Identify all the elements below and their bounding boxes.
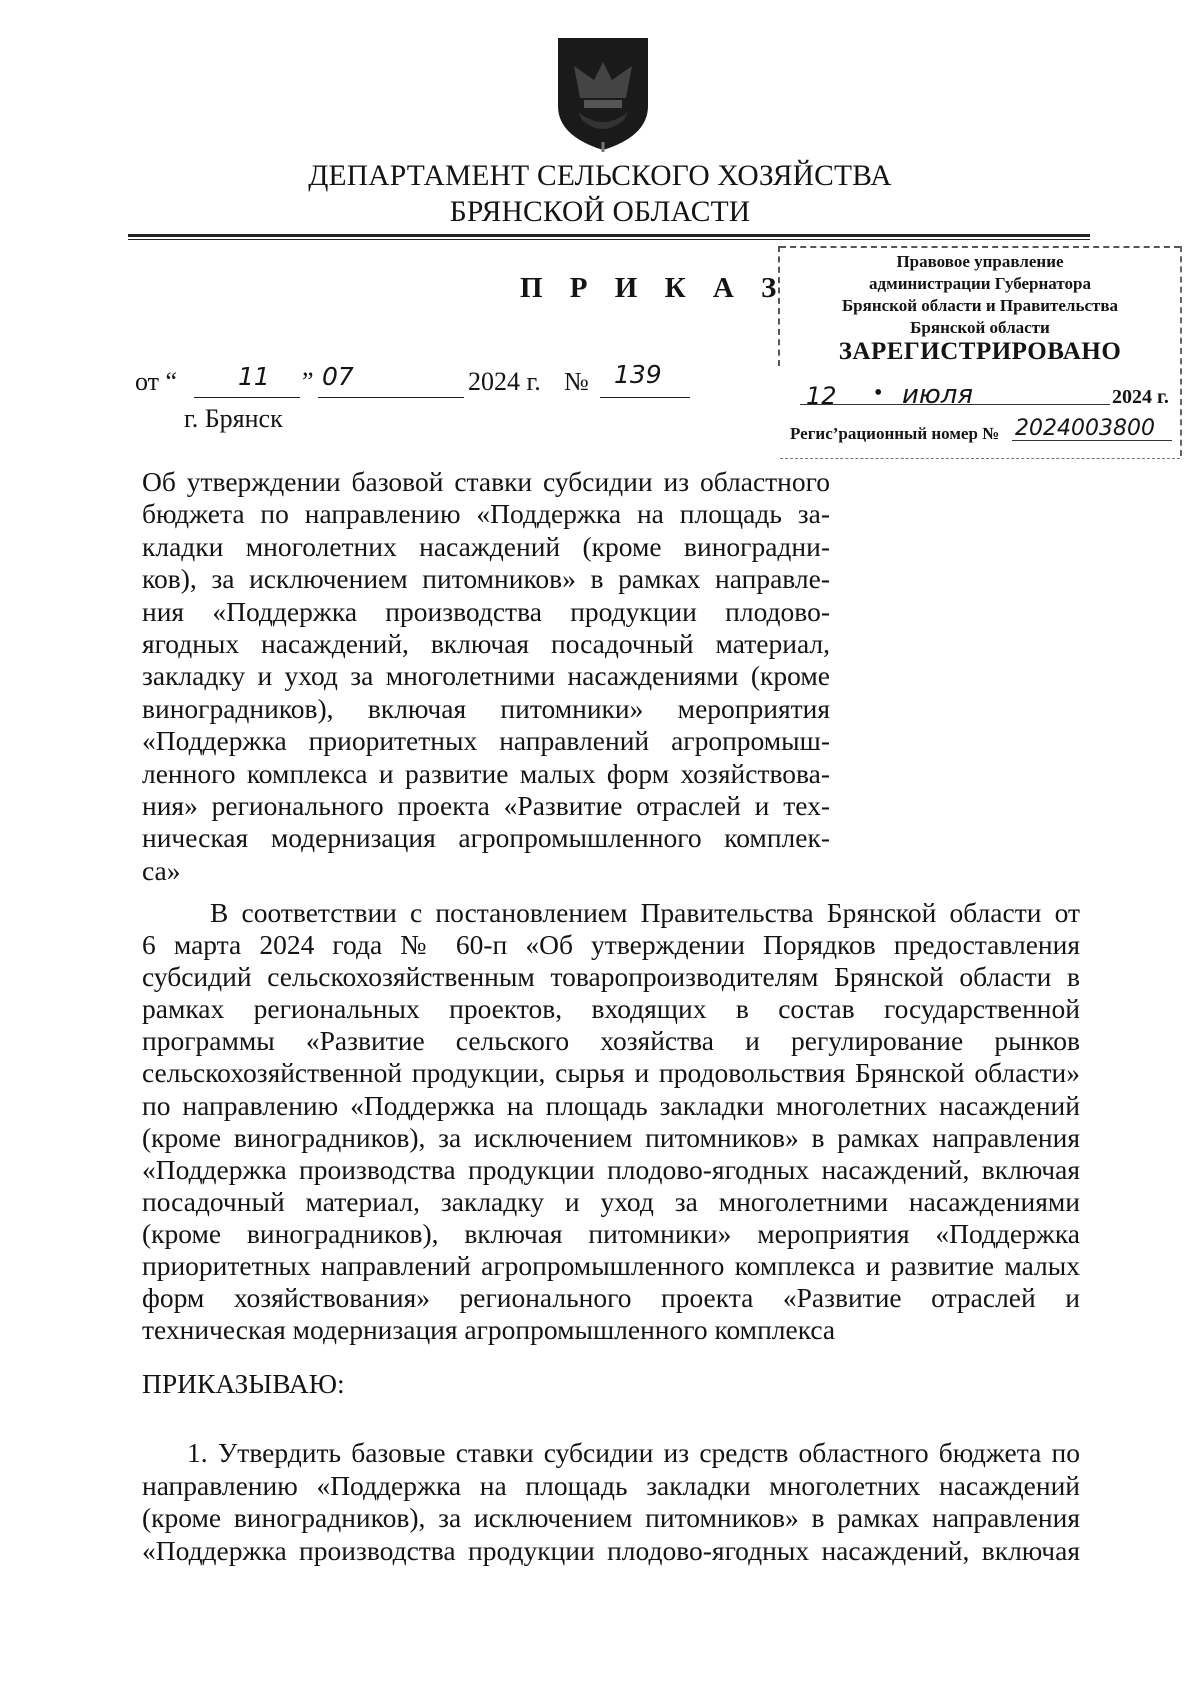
- body-line: рамках региональных проектов, входящих в состав государственной: [142, 993, 1080, 1025]
- stamp-registered-label: ЗАРЕГИСТРИРОВАНО: [838, 338, 1122, 365]
- date-quote-close: ”: [302, 367, 314, 396]
- body-line: форм хозяйствования» регионального проекта «Развитие отраслей и: [142, 1282, 1080, 1314]
- subject-line: Об утверждении базовой ставки субсидии из областного: [142, 466, 830, 497]
- body-line: «Поддержка производства продукции плодово-ягодных насаждений, включая: [142, 1153, 1080, 1185]
- order-number: 139: [614, 360, 662, 389]
- order-date-year: 2024 г.: [468, 367, 541, 396]
- stamp-border-bottom: [780, 458, 1180, 459]
- stamp-date-underline: [800, 404, 1110, 405]
- subject-line: бюджета по направлению «Поддержка на площадь за-: [142, 498, 830, 530]
- date-month-underline: [318, 397, 464, 398]
- body-line: В соответствии с постановлением Правительства Брянской области от: [210, 897, 1080, 928]
- body-line: техническая модернизация агропромышленного комплекса: [142, 1314, 836, 1346]
- subject-line: виноградников), включая питомники» мероприятия: [142, 692, 830, 724]
- stamp-border-right: [1180, 246, 1182, 456]
- subject-line: ния «Поддержка производства продукции плодово-: [142, 595, 830, 627]
- stamp-border-top: [780, 246, 1180, 248]
- subject-line: «Поддержка приоритетных направлений агропромыш-: [142, 725, 830, 757]
- stamp-regnum-underline: [1012, 440, 1172, 441]
- subject-line: ков), за исключением питомников» в рамках направле-: [142, 563, 830, 595]
- body-line: субсидий сельскохозяйственным товаропроизводителям Брянской области в: [142, 961, 1080, 993]
- department-name-line1: ДЕПАРТАМЕНТ СЕЛЬСКОГО ХОЗЯЙСТВА: [308, 160, 892, 192]
- order-date-month: 07: [322, 362, 354, 391]
- stamp-date-separator: •: [874, 380, 883, 406]
- subject-line: кладки многолетних насаждений (кроме виноградни-: [142, 530, 830, 562]
- body-line: посадочный материал, закладку и уход за многолетними насаждениями: [142, 1185, 1080, 1217]
- coat-of-arms-icon: [554, 36, 652, 152]
- order-title: П Р И К А З: [520, 272, 787, 304]
- header-rule-thick: [128, 234, 1090, 237]
- point1-line: направлению «Поддержка на площадь закладки многолетних насаждений: [142, 1469, 1080, 1501]
- order-city: г. Брянск: [184, 404, 283, 433]
- point1-line: 1. Утвердить базовые ставки субсидии из средств областного бюджета по: [187, 1437, 1080, 1468]
- point1-line: (кроме виноградников), за исключением питомников» в рамках направления: [142, 1502, 1080, 1533]
- stamp-regnum-value: 2024003800: [1015, 416, 1155, 441]
- body-line: программы «Развитие сельского хозяйства и регулирование рынков: [142, 1025, 1080, 1057]
- date-day-underline: [194, 397, 300, 398]
- stamp-regnum-label: Регис’рационный номер №: [790, 424, 1000, 443]
- stamp-date-year: 2024 г.: [1112, 386, 1169, 408]
- subject-line: ягодных насаждений, включая посадочный материал,: [142, 628, 830, 660]
- stamp-authority-line4: Брянской области: [910, 318, 1050, 337]
- body-line: сельскохозяйственной продукции, сырья и продовольствия Брянской области»: [142, 1057, 1080, 1089]
- order-number-underline: [600, 397, 690, 398]
- stamp-authority-line1: Правовое управление: [896, 252, 1064, 271]
- subject-line: са»: [142, 854, 181, 886]
- stamp-authority-line3: Брянской области и Правительства: [841, 296, 1119, 315]
- body-line: (кроме виноградников), включая питомники» мероприятия «Поддержка: [142, 1217, 1080, 1249]
- stamp-date-day: 12: [806, 382, 837, 410]
- order-directive: ПРИКАЗЫВАЮ:: [142, 1368, 345, 1399]
- department-name-line2: БРЯНСКОЙ ОБЛАСТИ: [449, 196, 751, 228]
- body-line: (кроме виноградников), за исключением питомников» в рамках направления: [142, 1121, 1080, 1153]
- subject-line: ния» регионального проекта «Развитие отраслей и тех-: [142, 790, 830, 822]
- header-rule-thin: [128, 239, 1090, 240]
- subject-line: закладку и уход за многолетними насаждениями (кроме: [142, 660, 830, 692]
- order-number-label: №: [564, 367, 589, 396]
- preamble-paragraph: [142, 897, 1080, 1346]
- subject-line: ническая модернизация агропромышленного комплек-: [142, 822, 830, 854]
- subject-line: ленного комплекса и развитие малых форм хозяйствова-: [142, 757, 830, 789]
- body-line: по направлению «Поддержка на площадь закладки многолетних насаждений: [142, 1089, 1080, 1121]
- order-date-day: 11: [238, 362, 270, 391]
- stamp-authority-line2: администрации Губернатора: [869, 274, 1091, 293]
- point1-line: «Поддержка производства продукции плодово-ягодных насаждений, включая: [142, 1534, 1080, 1566]
- date-prefix: от “: [135, 367, 178, 396]
- body-line: 6 марта 2024 года № 60-п «Об утверждении Порядков предоставления: [142, 929, 1080, 961]
- stamp-date-month: июля: [902, 380, 974, 410]
- body-line: приоритетных направлений агропромышленного комплекса и развитие малых: [142, 1250, 1080, 1282]
- order-subject: [142, 466, 830, 887]
- order-point-1: [142, 1437, 1080, 1567]
